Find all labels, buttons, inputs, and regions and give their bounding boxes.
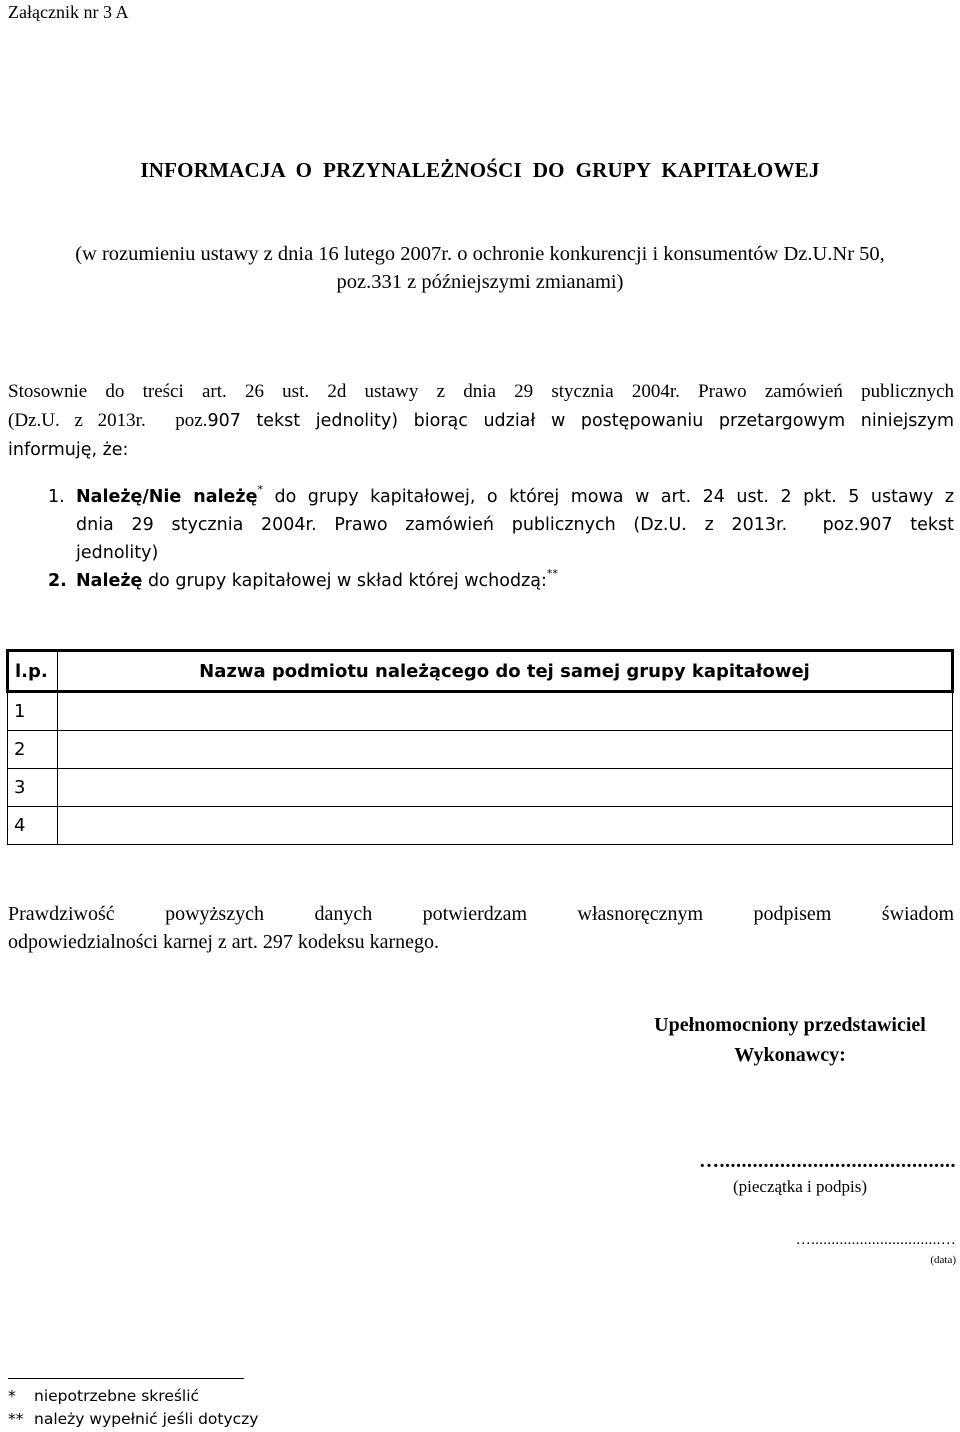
intro-line-2-a: (Dz.U. z 2013r. poz. bbox=[8, 410, 208, 431]
attachment-label: Załącznik nr 3 A bbox=[8, 2, 129, 22]
list-item-line-3: jednolity) bbox=[76, 543, 159, 563]
declaration-list bbox=[8, 483, 954, 595]
list-item bbox=[8, 483, 954, 567]
table-row bbox=[8, 731, 953, 769]
capital-group-table bbox=[6, 649, 954, 845]
document-subtitle bbox=[0, 240, 960, 296]
representative-heading bbox=[580, 1010, 960, 1070]
subtitle-line-2: poz.331 z późniejszymi zmianami) bbox=[336, 271, 624, 293]
entity-name-cell[interactable] bbox=[58, 731, 953, 769]
footnote-text: niepotrzebne skreślić bbox=[34, 1387, 200, 1405]
footnote-item bbox=[8, 1385, 258, 1408]
header-entity-name: Nazwa podmiotu należącego do tej samej grupy kapitałowej bbox=[58, 651, 953, 692]
entity-name-cell[interactable] bbox=[58, 692, 953, 731]
intro-line-1: Stosownie do treści art. 26 ust. 2d ustawy z dnia 29 stycznia 2004r. Prawo zamówień publicznych bbox=[8, 381, 954, 402]
list-item-text: do grupy kapitałowej, o której mowa w art. 24 ust. 2 pkt. 5 ustawy z bbox=[263, 487, 954, 507]
list-item-number: 1. bbox=[48, 487, 65, 507]
list-item-line-1 bbox=[76, 567, 954, 595]
list-item-text: do grupy kapitałowej w skład której wchodzą: bbox=[142, 571, 547, 591]
statement-line-2: odpowiedzialności karnej z art. 297 kodeksu karnego. bbox=[8, 931, 439, 953]
row-number: 2 bbox=[8, 731, 58, 769]
signature-dotted-line[interactable]: …........................................... bbox=[699, 1150, 956, 1172]
date-caption: (data) bbox=[930, 1254, 956, 1266]
list-item bbox=[8, 567, 954, 595]
signature-caption: (pieczątka i podpis) bbox=[732, 1177, 868, 1196]
entity-name-cell[interactable] bbox=[58, 807, 953, 845]
row-number: 4 bbox=[8, 807, 58, 845]
list-item-bold: Należę bbox=[76, 571, 143, 591]
footnote-marker: ** bbox=[8, 1410, 24, 1428]
footnotes bbox=[8, 1385, 258, 1431]
statement-paragraph bbox=[8, 900, 954, 956]
row-number: 3 bbox=[8, 769, 58, 807]
entity-name-cell[interactable] bbox=[58, 769, 953, 807]
representative-line-1: Upełnomocniony przedstawiciel bbox=[654, 1014, 926, 1036]
representative-line-2: Wykonawcy: bbox=[734, 1044, 846, 1066]
table-row bbox=[8, 769, 953, 807]
document-title: INFORMACJA O PRZYNALEŻNOŚCI DO GRUPY KAPITAŁOWEJ bbox=[140, 158, 820, 182]
footnote-mark: * bbox=[257, 483, 263, 497]
list-item-bold: Należę/Nie należę bbox=[76, 487, 258, 507]
footnote-divider bbox=[8, 1378, 244, 1379]
intro-line-2-b: 907 tekst jednolity) biorąc udział w postępowaniu przetargowym niniejszym bbox=[207, 411, 954, 431]
footnote-item bbox=[8, 1408, 258, 1431]
row-number: 1 bbox=[8, 692, 58, 731]
footnote-mark: ** bbox=[546, 567, 558, 581]
intro-line-2 bbox=[8, 406, 954, 436]
footnote-text: należy wypełnić jeśli dotyczy bbox=[34, 1410, 259, 1428]
intro-line-3: informuję, że: bbox=[8, 440, 129, 460]
statement-line-1: Prawdziwość powyższych danych potwierdzam własnoręcznym podpisem świadom bbox=[8, 903, 954, 925]
date-dotted-line[interactable]: …................................… bbox=[795, 1232, 956, 1248]
intro-paragraph bbox=[8, 377, 954, 465]
table-row bbox=[8, 692, 953, 731]
list-item-line-1 bbox=[76, 483, 954, 511]
table-header-row bbox=[8, 651, 953, 692]
footnote-marker: * bbox=[8, 1387, 16, 1405]
header-lp: l.p. bbox=[8, 651, 58, 692]
table-row bbox=[8, 807, 953, 845]
list-item-line-2: dnia 29 stycznia 2004r. Prawo zamówień publicznych (Dz.U. z 2013r. poz.907 tekst bbox=[76, 515, 954, 535]
subtitle-line-1: (w rozumieniu ustawy z dnia 16 lutego 2007r. o ochronie konkurencji i konsumentów Dz.U.Nr 50, bbox=[75, 243, 885, 265]
list-item-number: 2. bbox=[48, 571, 67, 591]
